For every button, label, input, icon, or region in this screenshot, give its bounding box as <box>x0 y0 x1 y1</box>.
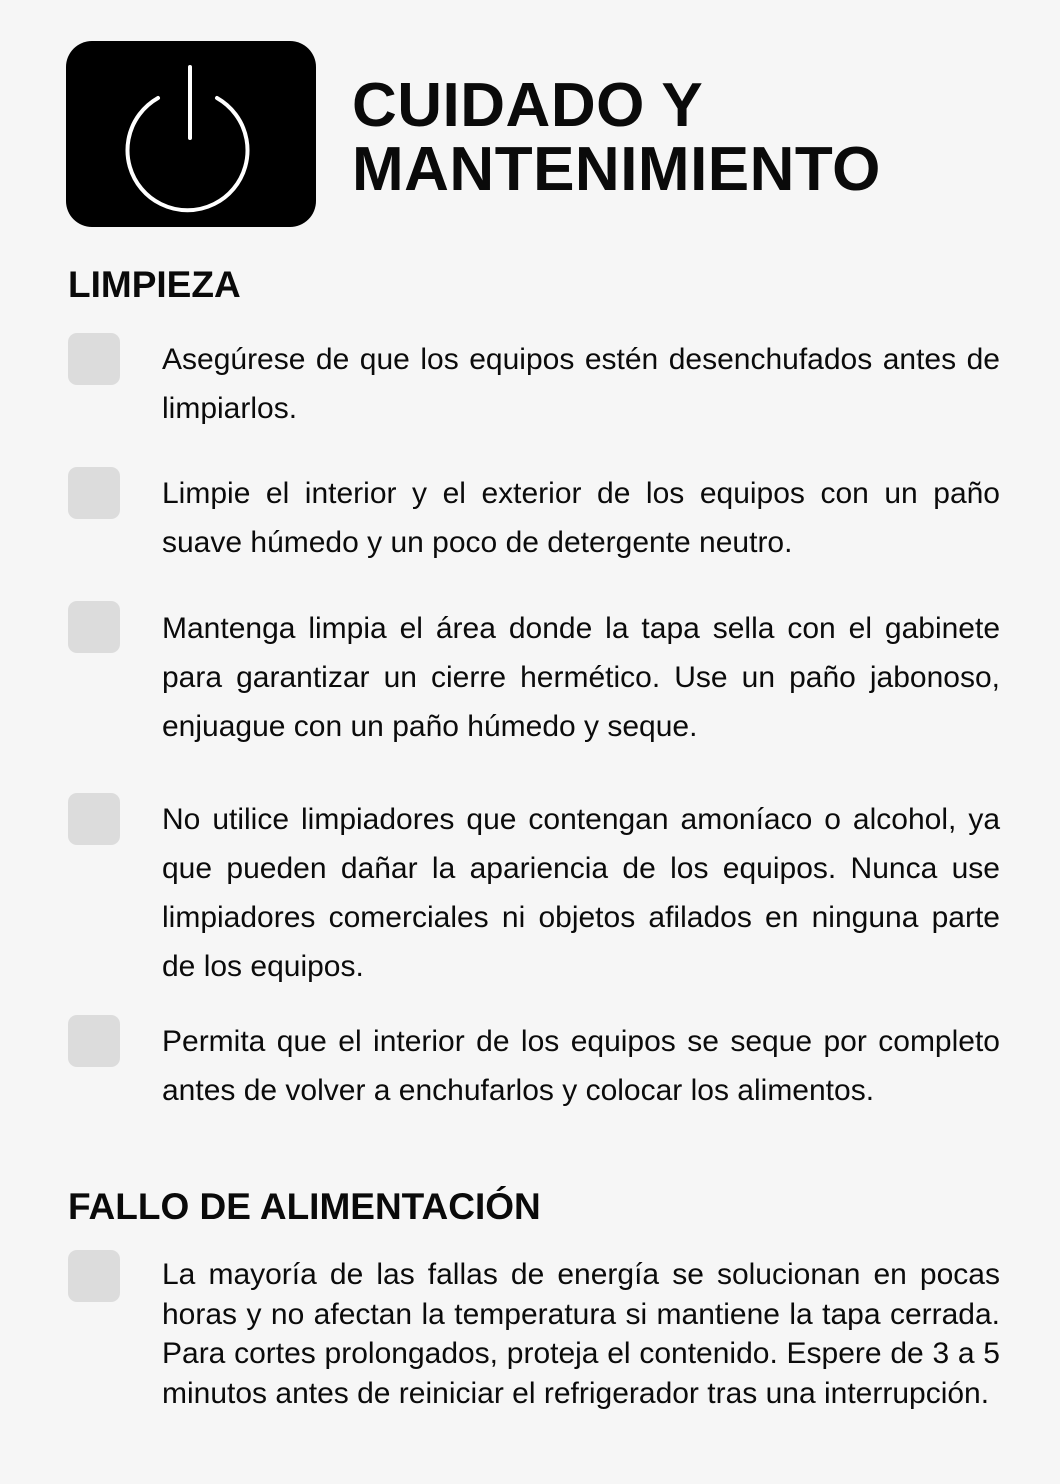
checkbox[interactable] <box>68 333 120 385</box>
page-title-line-1: CUIDADO Y <box>352 71 704 140</box>
power-icon <box>66 41 316 227</box>
power-icon-box <box>66 41 316 227</box>
page-title <box>352 71 881 204</box>
checkbox[interactable] <box>68 1015 120 1067</box>
item-text: Asegúrese de que los equipos estén desenchufados antes de limpiarlos. <box>162 343 1000 425</box>
section-title-limpieza: LIMPIEZA <box>68 264 241 305</box>
item-text: Limpie el interior y el exterior de los equipos con un paño suave húmedo y un poco de detergente neutro. <box>162 477 1000 559</box>
checkbox[interactable] <box>68 467 120 519</box>
header <box>66 41 1006 227</box>
section-title-fallo-de-alimentacion: FALLO DE ALIMENTACIÓN <box>68 1186 541 1227</box>
checkbox[interactable] <box>68 601 120 653</box>
page-title-line-2: MANTENIMIENTO <box>352 135 881 204</box>
checkbox[interactable] <box>68 793 120 845</box>
checkbox[interactable] <box>68 1250 120 1302</box>
item-text: La mayoría de las fallas de energía se solucionan en pocas horas y no afectan la temperatura si mantiene la tapa cerrada. Para cortes prolongados, proteja el contenido. Espere de 3 a 5 minutos antes de reiniciar el refrigerador tras una interrupción. <box>162 1258 1000 1410</box>
item-text: Permita que el interior de los equipos se seque por completo antes de volver a enchufarlos y colocar los alimentos. <box>162 1025 1000 1107</box>
item-text: Mantenga limpia el área donde la tapa sella con el gabinete para garantizar un cierre hermético. Use un paño jabonoso, enjuague con un paño húmedo y seque. <box>162 612 1000 743</box>
item-text: No utilice limpiadores que contengan amoníaco o alcohol, ya que pueden dañar la apariencia de los equipos. Nunca use limpiadores comerciales ni objetos afilados en ninguna parte de los equipos. <box>162 803 1000 983</box>
